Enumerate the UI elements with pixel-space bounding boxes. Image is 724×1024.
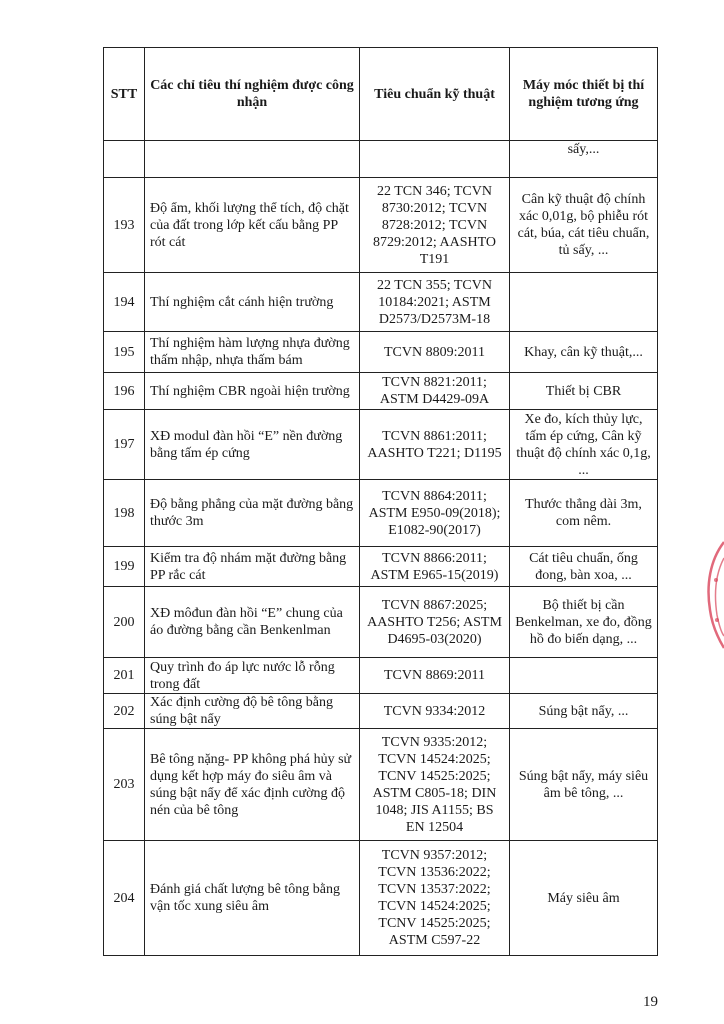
row-standard: TCVN 9357:2012; TCVN 13536:2022; TCVN 13537:2022; TCVN 14524:2025; TCNV 14525:2025; ASTM C597-22 — [360, 841, 510, 956]
row-standard: TCVN 8864:2011; ASTM E950-09(2018); E1082-90(2017) — [360, 480, 510, 547]
row-equipment: Súng bật nẩy, ... — [510, 694, 658, 729]
row-equipment: Bộ thiết bị cần Benkelman, xe đo, đồng hồ đo biến dạng, ... — [510, 587, 658, 658]
row-standard: TCVN 9334:2012 — [360, 694, 510, 729]
row-equipment: Thiết bị CBR — [510, 373, 658, 410]
table-row — [104, 658, 658, 694]
table-row — [104, 547, 658, 587]
row-criteria: Độ bằng phẳng của mặt đường bằng thước 3m — [145, 480, 360, 547]
page-number: 19 — [643, 994, 658, 1010]
row-equipment — [510, 273, 658, 332]
row-criteria: Xác định cường độ bê tông bằng súng bật nẩy — [145, 694, 360, 729]
row-criteria: XĐ môđun đàn hồi “E” chung của áo đường bằng cần Benkenlman — [145, 587, 360, 658]
row-equipment: Thước thẳng dài 3m, com nêm. — [510, 480, 658, 547]
row-standard: TCVN 8869:2011 — [360, 658, 510, 694]
table-row — [104, 332, 658, 373]
row-standard: TCVN 8861:2011; AASHTO T221; D1195 — [360, 410, 510, 480]
table-header-row — [104, 48, 658, 141]
table-row — [104, 694, 658, 729]
row-criteria: Thí nghiệm hàm lượng nhựa đường thấm nhập, nhựa thấm bám — [145, 332, 360, 373]
table-row — [104, 273, 658, 332]
table-row — [104, 729, 658, 841]
row-criteria: XĐ modul đàn hồi “E” nền đường bằng tấm ép cứng — [145, 410, 360, 480]
row-stt: 203 — [104, 729, 145, 841]
row-standard: TCVN 8866:2011; ASTM E965-15(2019) — [360, 547, 510, 587]
row-standard: TCVN 8821:2011; ASTM D4429-09A — [360, 373, 510, 410]
row-stt: 202 — [104, 694, 145, 729]
row-standard: 22 TCN 346; TCVN 8730:2012; TCVN 8728:2012; TCVN 8729:2012; AASHTO T191 — [360, 178, 510, 273]
header-standard: Tiêu chuẩn kỹ thuật — [360, 48, 510, 141]
row-stt: 201 — [104, 658, 145, 694]
row-equipment: sấy,... — [510, 141, 658, 178]
row-equipment: Cân kỹ thuật độ chính xác 0,01g, bộ phiễu rót cát, búa, cát tiêu chuẩn, tủ sấy, ... — [510, 178, 658, 273]
header-equipment: Máy móc thiết bị thí nghiệm tương ứng — [510, 48, 658, 141]
row-equipment: Khay, cân kỹ thuật,... — [510, 332, 658, 373]
row-standard: TCVN 9335:2012; TCVN 14524:2025; TCNV 14525:2025; ASTM C805-18; DIN 1048; JIS A1155; BS EN 12504 — [360, 729, 510, 841]
row-equipment: Cát tiêu chuẩn, ống đong, bàn xoa, ... — [510, 547, 658, 587]
row-criteria: Kiểm tra độ nhám mặt đường bằng PP rắc cát — [145, 547, 360, 587]
red-stamp-fragment — [702, 540, 724, 650]
row-standard: TCVN 8867:2025; AASHTO T256; ASTM D4695-03(2020) — [360, 587, 510, 658]
row-criteria: Bê tông nặng- PP không phá hủy sử dụng kết hợp máy đo siêu âm và súng bật nẩy để xác định cường độ nén của bê tông — [145, 729, 360, 841]
row-standard: 22 TCN 355; TCVN 10184:2021; ASTM D2573/D2573M-18 — [360, 273, 510, 332]
row-stt: 198 — [104, 480, 145, 547]
header-criteria: Các chỉ tiêu thí nghiệm được công nhận — [145, 48, 360, 141]
row-stt: 194 — [104, 273, 145, 332]
row-stt: 204 — [104, 841, 145, 956]
row-equipment: Xe đo, kích thủy lực, tấm ép cứng, Cân kỹ thuật độ chính xác 0,1g, ... — [510, 410, 658, 480]
header-stt: STT — [104, 48, 145, 141]
row-stt: 200 — [104, 587, 145, 658]
criteria-table — [103, 47, 658, 956]
row-criteria: Thí nghiệm cắt cánh hiện trường — [145, 273, 360, 332]
row-criteria: Độ ẩm, khối lượng thể tích, độ chặt của đất trong lớp kết cấu bằng PP rót cát — [145, 178, 360, 273]
row-stt: 195 — [104, 332, 145, 373]
row-criteria: Quy trình đo áp lực nước lỗ rỗng trong đất — [145, 658, 360, 694]
row-stt: 193 — [104, 178, 145, 273]
row-criteria: Đánh giá chất lượng bê tông bằng vận tốc xung siêu âm — [145, 841, 360, 956]
row-standard — [360, 141, 510, 178]
row-stt: 199 — [104, 547, 145, 587]
table-row — [104, 141, 658, 178]
table-row — [104, 178, 658, 273]
row-equipment — [510, 658, 658, 694]
row-stt: 197 — [104, 410, 145, 480]
row-stt — [104, 141, 145, 178]
table-row — [104, 480, 658, 547]
row-equipment: Súng bật nẩy, máy siêu âm bê tông, ... — [510, 729, 658, 841]
row-criteria: Thí nghiệm CBR ngoài hiện trường — [145, 373, 360, 410]
table-row — [104, 410, 658, 480]
row-standard: TCVN 8809:2011 — [360, 332, 510, 373]
row-stt: 196 — [104, 373, 145, 410]
table-row — [104, 841, 658, 956]
table-row — [104, 587, 658, 658]
row-criteria — [145, 141, 360, 178]
row-equipment: Máy siêu âm — [510, 841, 658, 956]
table-row — [104, 373, 658, 410]
